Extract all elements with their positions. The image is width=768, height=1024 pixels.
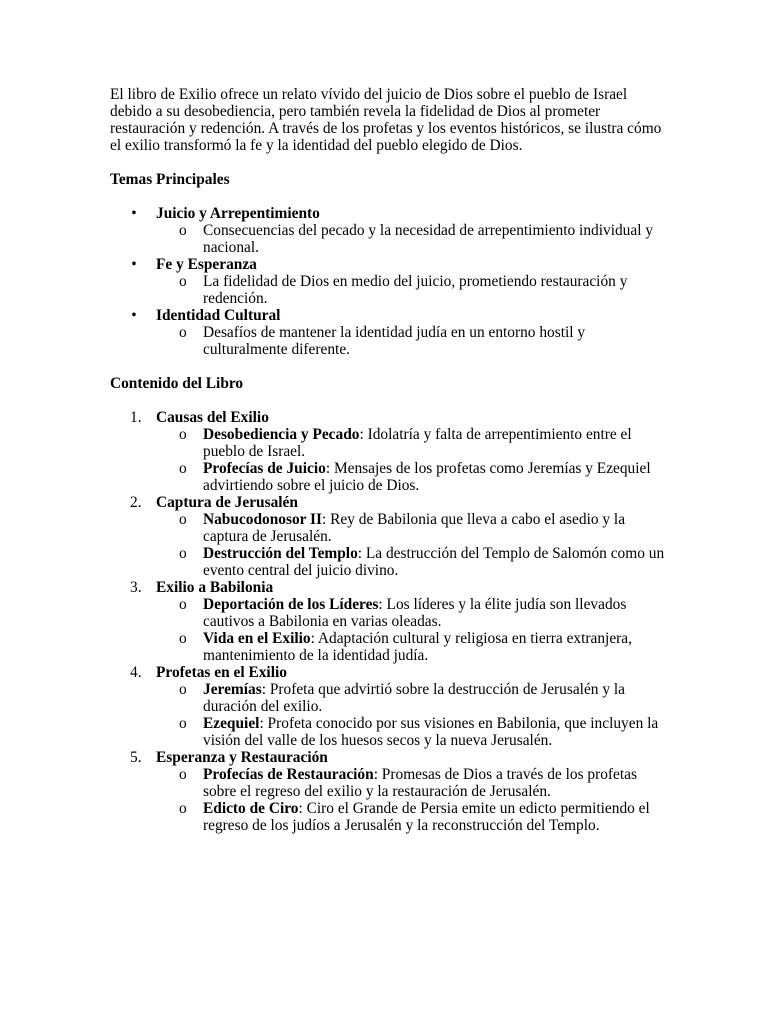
sub-list-item: [156, 511, 670, 545]
list-item: [110, 205, 670, 256]
section-title: Captura de Jerusalén: [156, 494, 298, 511]
sub-bullet-marker: o: [179, 460, 187, 477]
sub-list-item: [156, 460, 670, 494]
intro-paragraph: El libro de Exilio ofrece un relato vívido del juicio de Dios sobre el pueblo de Israel debido a su desobediencia, pero también revela la fidelidad de Dios al prometer restauración y redención. A través de los profetas y los eventos históricos, se ilustra cómo el exilio transformó la fe y la identidad del pueblo elegido de Dios.: [110, 86, 662, 154]
sub-item-text: : Idolatría y falta de arrepentimiento entre el pueblo de Israel.: [203, 426, 632, 460]
list-item: [110, 256, 670, 307]
section-number: 2.: [130, 494, 142, 511]
bullet-marker: •: [131, 256, 137, 273]
sub-list-item: [156, 426, 670, 460]
section-title: Esperanza y Restauración: [156, 749, 328, 766]
sub-item-term: Jeremías: [203, 681, 262, 698]
section-title: Profetas en el Exilio: [156, 664, 287, 681]
sub-bullet-marker: o: [179, 681, 187, 698]
sub-item-term: Edicto de Ciro: [203, 800, 299, 817]
sub-list: [156, 596, 670, 664]
section-number: 4.: [130, 664, 142, 681]
topic-title: Identidad Cultural: [156, 307, 281, 324]
sub-item-term: Nabucodonosor II: [203, 511, 323, 528]
sub-item-text: : Ciro el Grande de Persia emite un edicto permitiendo el regreso de los judíos a Jerusalén y la reconstrucción del Templo.: [203, 800, 650, 834]
sub-item-term: Ezequiel: [203, 715, 260, 732]
section-title: Causas del Exilio: [156, 409, 269, 426]
contenido-list: [110, 409, 670, 834]
sub-list: [156, 426, 670, 494]
temas-list: [110, 205, 670, 358]
sub-list-item: [156, 273, 670, 307]
sub-list-item: [156, 766, 670, 800]
sub-list-item: [156, 324, 670, 358]
sub-bullet-marker: o: [179, 273, 187, 290]
sub-bullet-marker: o: [179, 324, 187, 341]
sub-item-text: : Los líderes y la élite judía son llevados cautivos a Babilonia en varias oleadas.: [203, 596, 627, 630]
sub-item-term: Vida en el Exilio: [203, 630, 311, 647]
sub-item-text: Desafíos de mantener la identidad judía en un entorno hostil y culturalmente diferente.: [203, 324, 586, 358]
sub-item-text: : Adaptación cultural y religiosa en tierra extranjera, mantenimiento de la identidad judía.: [203, 630, 632, 664]
list-item: [110, 307, 670, 358]
sub-bullet-marker: o: [179, 630, 187, 647]
sub-item-term: Destrucción del Templo: [203, 545, 358, 562]
sub-list: [156, 222, 670, 256]
sub-item-term: Deportación de los Líderes: [203, 596, 379, 613]
sub-list-item: [156, 596, 670, 630]
list-item: [110, 664, 670, 749]
temas-heading: Temas Principales: [110, 171, 230, 188]
section-number: 5.: [130, 749, 142, 766]
sub-item-text: : Profeta conocido por sus visiones en Babilonia, que incluyen la visión del valle de los huesos secos y la nueva Jerusalén.: [203, 715, 659, 749]
sub-bullet-marker: o: [179, 766, 187, 783]
topic-title: Juicio y Arrepentimiento: [156, 205, 320, 222]
sub-item-text: : Profeta que advirtió sobre la destrucción de Jerusalén y la duración del exilio.: [203, 681, 625, 715]
sub-item-term: Desobediencia y Pecado: [203, 426, 360, 443]
contenido-heading: Contenido del Libro: [110, 375, 244, 392]
sub-list-item: [156, 545, 670, 579]
sub-list: [156, 324, 670, 358]
list-item: [110, 494, 670, 579]
sub-list-item: [156, 681, 670, 715]
sub-item-text: Consecuencias del pecado y la necesidad de arrepentimiento individual y nacional.: [203, 222, 654, 256]
list-item: [110, 749, 670, 834]
sub-item-text: : La destrucción del Templo de Salomón como un evento central del juicio divino.: [203, 545, 665, 579]
sub-item-text: : Promesas de Dios a través de los profetas sobre el regreso del exilio y la restauración de Jerusalén.: [203, 766, 637, 800]
list-item: [110, 409, 670, 494]
sub-bullet-marker: o: [179, 511, 187, 528]
sub-bullet-marker: o: [179, 596, 187, 613]
sub-item-text: La fidelidad de Dios en medio del juicio, prometiendo restauración y redención.: [203, 273, 628, 307]
sub-bullet-marker: o: [179, 426, 187, 443]
document-page: [110, 86, 670, 834]
sub-item-text: : Mensajes de los profetas como Jeremías y Ezequiel advirtiendo sobre el juicio de Dios.: [203, 460, 651, 494]
sub-bullet-marker: o: [179, 545, 187, 562]
list-item: [110, 579, 670, 664]
sub-item-text: : Rey de Babilonia que lleva a cabo el asedio y la captura de Jerusalén.: [203, 511, 626, 545]
section-title: Exilio a Babilonia: [156, 579, 274, 596]
sub-list: [156, 766, 670, 834]
sub-list: [156, 273, 670, 307]
sub-list: [156, 681, 670, 749]
sub-item-term: Profecías de Juicio: [203, 460, 326, 477]
sub-list-item: [156, 630, 670, 664]
sub-bullet-marker: o: [179, 715, 187, 732]
sub-list-item: [156, 222, 670, 256]
section-number: 1.: [130, 409, 142, 426]
sub-bullet-marker: o: [179, 222, 187, 239]
sub-list-item: [156, 800, 670, 834]
sub-list-item: [156, 715, 670, 749]
sub-bullet-marker: o: [179, 800, 187, 817]
bullet-marker: •: [131, 205, 137, 222]
sub-item-term: Profecías de Restauración: [203, 766, 374, 783]
section-number: 3.: [130, 579, 142, 596]
sub-list: [156, 511, 670, 579]
topic-title: Fe y Esperanza: [156, 256, 257, 273]
bullet-marker: •: [131, 307, 137, 324]
